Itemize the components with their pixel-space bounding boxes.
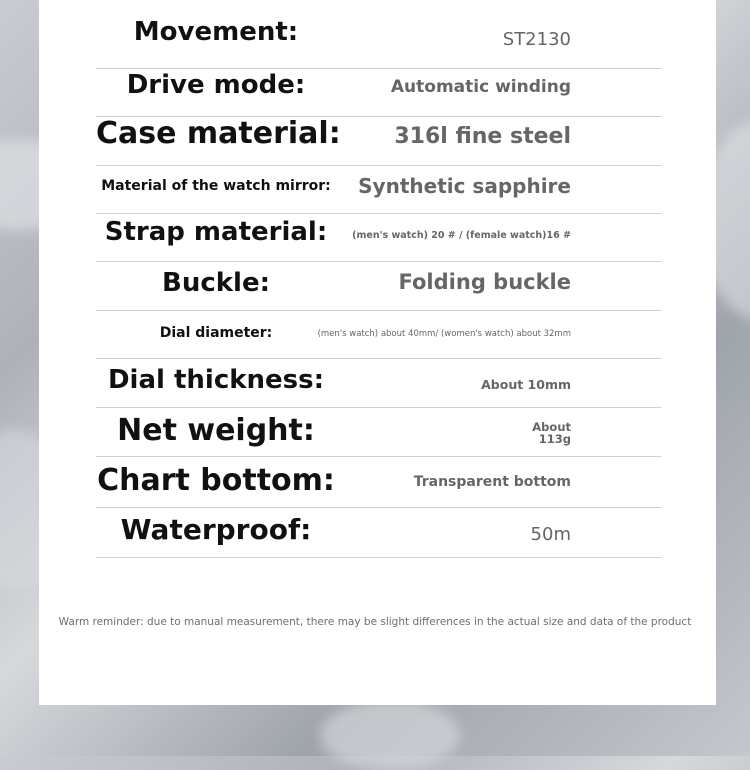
spec-label: Drive mode:: [126, 70, 306, 100]
spec-label: Movement:: [133, 17, 299, 47]
spec-label: Dial diameter:: [159, 325, 273, 341]
spec-value: ST2130: [502, 29, 571, 50]
spec-row-strap-material: [96, 213, 661, 262]
spec-value: Transparent bottom: [413, 474, 571, 490]
warm-reminder-note: Warm reminder: due to manual measurement, there may be slight differences in the actual size and data of the product: [58, 616, 692, 628]
spec-row-waterproof: [96, 507, 661, 558]
spec-value: (men's watch) about 40mm/ (women's watch) about 32mm: [317, 329, 571, 339]
spec-label: Buckle:: [162, 268, 270, 298]
spec-value: Automatic winding: [390, 77, 571, 97]
spec-row-watch-mirror: [96, 165, 661, 214]
spec-row-dial-thickness: [96, 358, 661, 408]
spec-row-net-weight: [96, 407, 661, 457]
spec-value: 50m: [530, 524, 571, 545]
spec-value: About 113g: [532, 420, 571, 446]
spec-row-buckle: [96, 261, 661, 311]
spec-label: Material of the watch mirror:: [101, 178, 331, 194]
spec-row-drive-mode: [96, 68, 661, 117]
spec-value: Folding buckle: [398, 270, 571, 294]
spec-label: Net weight:: [117, 413, 315, 448]
spec-value: Synthetic sapphire: [358, 174, 571, 198]
spec-card: [39, 0, 716, 705]
spec-row-chart-bottom: [96, 456, 661, 508]
spec-row-movement: [96, 0, 661, 69]
spec-label: Case material:: [96, 116, 341, 151]
spec-row-case-material: [96, 116, 661, 166]
spec-row-dial-diameter: [96, 310, 661, 359]
spec-value: (men's watch) 20 # / (female watch)16 #: [352, 230, 571, 241]
background-snow-streak: [320, 700, 460, 770]
spec-label: Dial thickness:: [107, 365, 325, 395]
spec-value: About 10mm: [481, 377, 571, 392]
spec-value: 316l fine steel: [394, 124, 571, 149]
spec-label: Strap material:: [104, 217, 328, 247]
spec-label: Chart bottom:: [97, 463, 335, 498]
spec-label: Waterproof:: [120, 513, 312, 546]
